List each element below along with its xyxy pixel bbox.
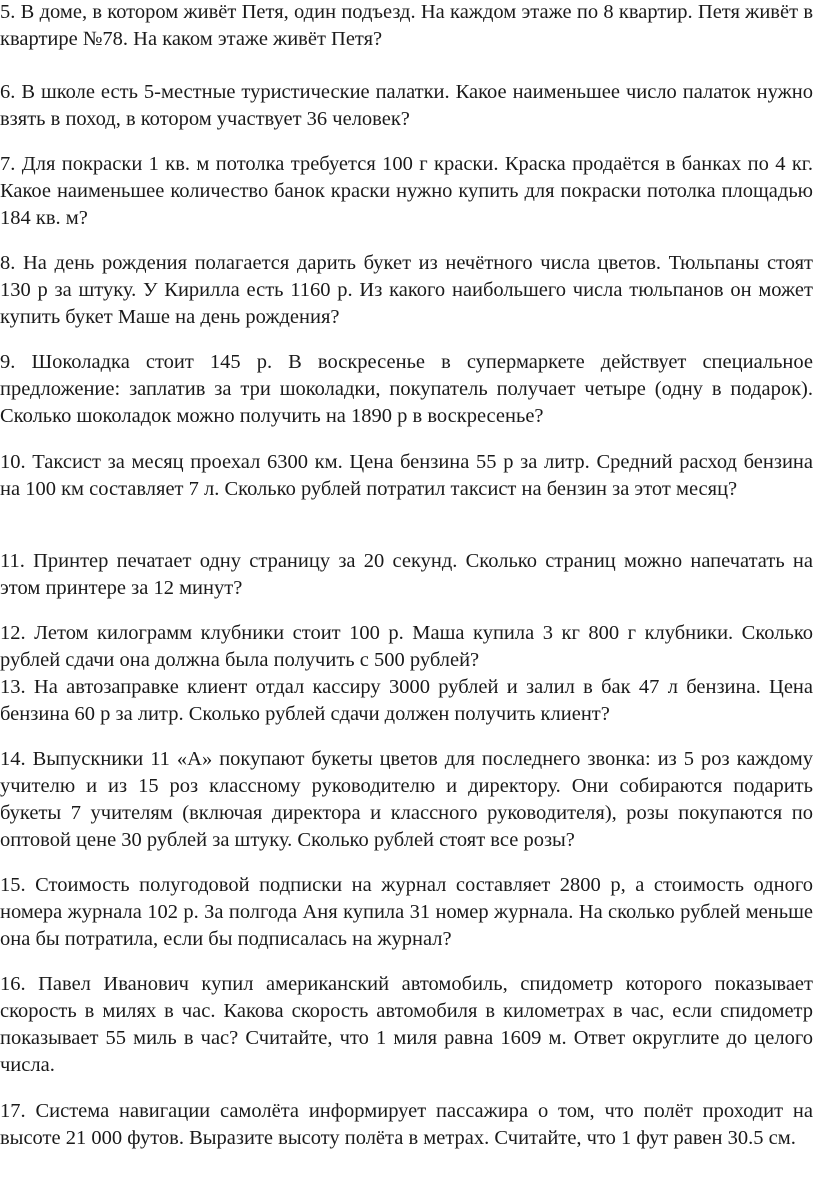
problem-13: 13. На автозаправке клиент отдал кассиру 3000 рублей и залил в бак 47 л бензина. Цена бензина 60 р за литр. Сколько рублей сдачи должен получить клиент?	[0, 676, 813, 725]
problem-14: 14. Выпускники 11 «А» покупают букеты цветов для последнего звонка: из 5 роз каждому учителю и из 15 роз классному руководителю и директору. Они собираются подарить букеты 7 учителям (включая директора и классного руководителя), розы покупаются по оптовой цене 30 рублей за штуку. Сколько рублей стоят все розы?	[0, 748, 813, 851]
problem-11: 11. Принтер печатает одну страницу за 20 секунд. Сколько страниц можно напечатать на этом принтере за 12 минут?	[0, 550, 813, 599]
problem-10: 10. Таксист за месяц проехал 6300 км. Цена бензина 55 р за литр. Средний расход бензина на 100 км составляет 7 л. Сколько рублей потратил таксист на бензин за этот месяц?	[0, 451, 813, 500]
problem-7: 7. Для покраски 1 кв. м потолка требуется 100 г краски. Краска продаётся в банках по 4 кг. Какое наименьшее количество банок краски нужно купить для покраски потолка площадью 184 кв. м?	[0, 153, 813, 229]
problem-15: 15. Стоимость полугодовой подписки на журнал составляет 2800 р, а стоимость одного номера журнала 102 р. За полгода Аня купила 31 номер журнала. На сколько рублей меньше она бы потратила, если бы подписалась на журнал?	[0, 874, 813, 950]
problem-12: 12. Летом килограмм клубники стоит 100 р. Маша купила 3 кг 800 г клубники. Сколько рублей сдачи она должна была получить с 500 рублей?	[0, 622, 813, 671]
problem-5: 5. В доме, в котором живёт Петя, один подъезд. На каждом этаже по 8 квартир. Петя живёт в квартире №78. На каком этаже живёт Петя?	[0, 1, 813, 50]
problem-6: 6. В школе есть 5-местные туристические палатки. Какое наименьшее число палаток нужно взять в поход, в котором участвует 36 человек?	[0, 81, 813, 130]
problem-16: 16. Павел Иванович купил американский автомобиль, спидометр которого показывает скорость в милях в час. Какова скорость автомобиля в километрах в час, если спидометр показывает 55 миль в час? Считайте, что 1 миля равна 1609 м. Ответ округлите до целого числа.	[0, 973, 813, 1076]
problem-9: 9. Шоколадка стоит 145 р. В воскресенье в супермаркете действует специальное предложение: заплатив за три шоколадки, покупатель получает четыре (одну в подарок). Сколько шоколадок можно получить на 1890 р в воскресенье?	[0, 351, 813, 427]
problem-8: 8. На день рождения полагается дарить букет из нечётного числа цветов. Тюльпаны стоят 130 р за штуку. У Кирилла есть 1160 р. Из какого наибольшего числа тюльпанов он может купить букет Маше на день рождения?	[0, 252, 813, 328]
problem-17: 17. Система навигации самолёта информирует пассажира о том, что полёт проходит на высоте 21 000 футов. Выразите высоту полёта в метрах. Считайте, что 1 фут равен 30.5 см.	[0, 1100, 813, 1149]
